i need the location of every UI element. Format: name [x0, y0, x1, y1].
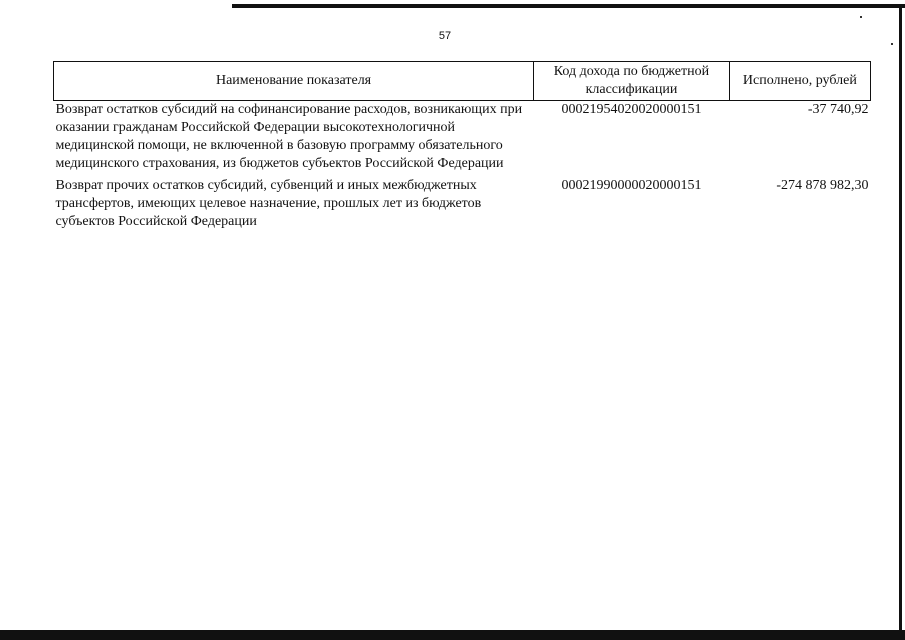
row-executed-amount: -37 740,92: [807, 102, 869, 117]
header-indicator-name: Наименование показателя: [54, 62, 534, 101]
table-row: [54, 101, 871, 178]
row-indicator-name: Возврат прочих остатков субсидий, субвенций и иных межбюджетных трансфертов, имеющих целевое назначение, прошлых лет из бюджетов субъектов Российской Федерации: [55, 178, 482, 229]
bottom-border-line: [0, 630, 905, 640]
table-header-row: [54, 62, 871, 101]
row-executed-amount: -274 878 982,30: [776, 178, 869, 193]
top-border-line: [232, 4, 905, 8]
row-budget-code: 00021990000020000151: [561, 178, 702, 193]
table-row: [54, 177, 871, 235]
budget-report-table: [53, 61, 871, 235]
row-indicator-name: Возврат остатков субсидий на софинансирование расходов, возникающих при оказании гражданам Российской Федерации высокотехнологичной медицинской помощи, не включенной в базовую программу обязательного медицинского страхования, из бюджетов субъектов Российской Федерации: [55, 102, 523, 171]
scan-speck: [891, 43, 893, 45]
header-executed-amount: Исполнено, рублей: [729, 62, 870, 101]
page-number: 57: [438, 30, 452, 42]
scan-speck: [860, 16, 862, 18]
right-border-line: [899, 4, 902, 636]
header-budget-code: Код дохода по бюджетной классификации: [534, 62, 730, 101]
row-budget-code: 00021954020020000151: [561, 102, 702, 117]
